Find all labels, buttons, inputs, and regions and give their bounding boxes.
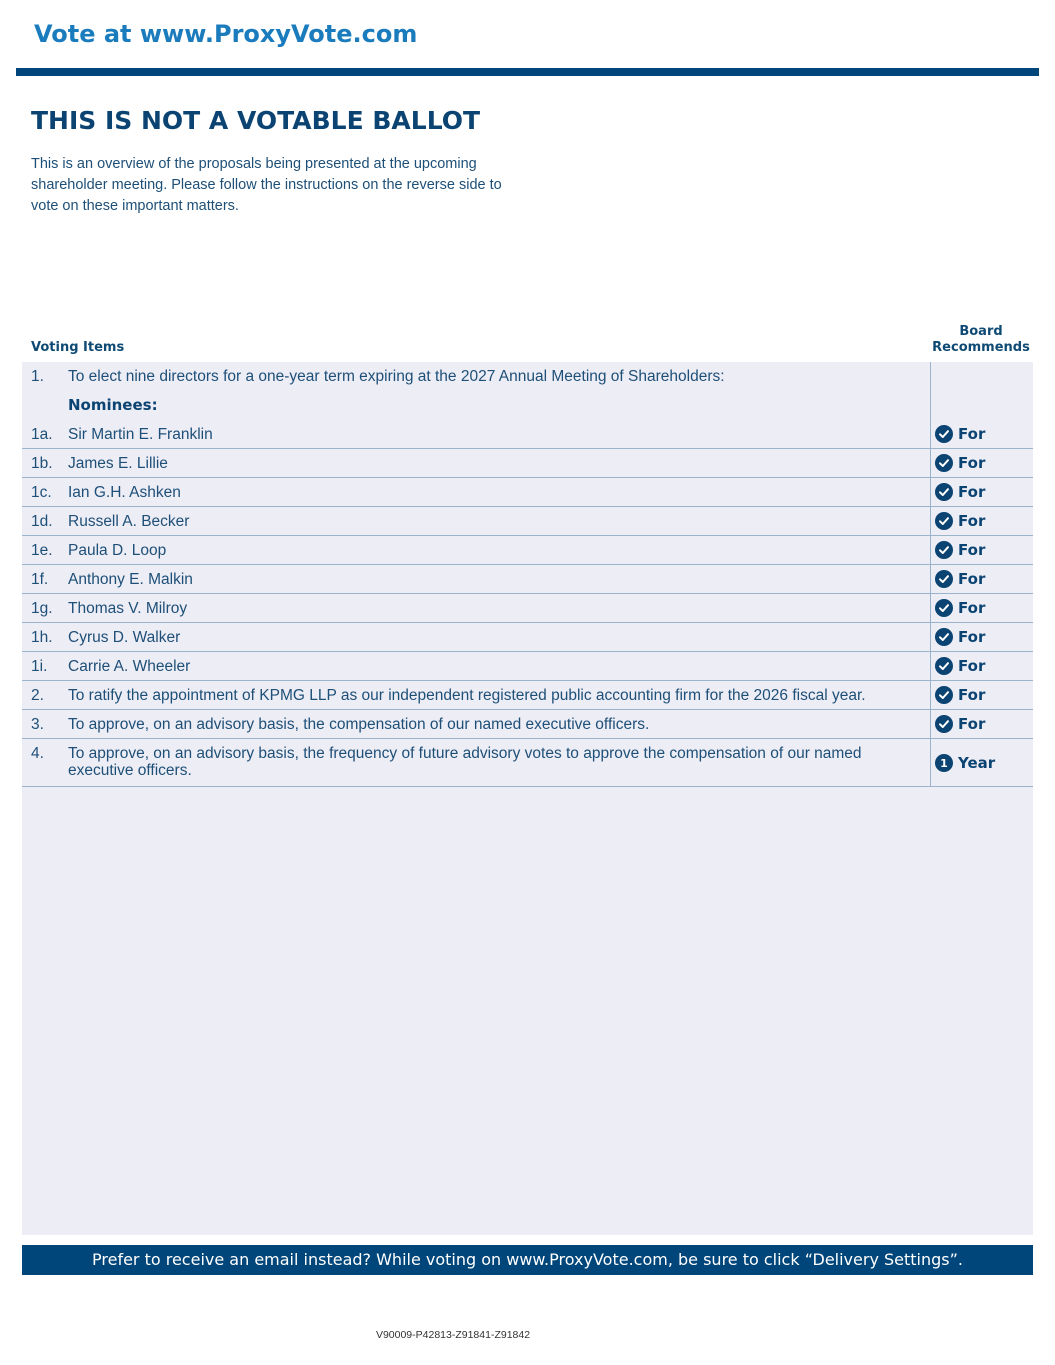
- recommendation: [935, 570, 985, 588]
- item-number: 3.: [31, 716, 44, 733]
- voting-items-table: [22, 362, 1033, 787]
- recommendation: [935, 628, 985, 646]
- item-text: To approve, on an advisory basis, the compensation of our named executive officers.: [68, 716, 650, 733]
- table-row: [22, 478, 1033, 507]
- item-text: To elect nine directors for a one-year term expiring at the 2027 Annual Meeting of Shareholders:: [68, 368, 725, 385]
- header-divider: [16, 68, 1039, 76]
- item-number: 1a.: [31, 426, 53, 443]
- item-text: Sir Martin E. Franklin: [68, 426, 213, 443]
- item-number: 2.: [31, 687, 44, 704]
- check-icon: [935, 454, 953, 472]
- table-row: [22, 449, 1033, 478]
- check-icon: [935, 686, 953, 704]
- item-number: 1g.: [31, 600, 53, 617]
- recommendation-cell: [930, 710, 1033, 738]
- item-text: Ian G.H. Ashken: [68, 484, 181, 501]
- recommendation-label: For: [958, 657, 986, 675]
- check-icon: [935, 512, 953, 530]
- recommendation-label: For: [958, 425, 986, 443]
- check-icon: [935, 570, 953, 588]
- check-icon: [935, 715, 953, 733]
- table-row: [22, 623, 1033, 652]
- item-number: 1c.: [31, 484, 52, 501]
- item-text: James E. Lillie: [68, 455, 168, 472]
- check-icon: [935, 657, 953, 675]
- job-code: V90009-P42813-Z91841-Z91842: [375, 1329, 531, 1341]
- recommendation: [935, 425, 985, 443]
- recommendation: [935, 657, 985, 675]
- recommendation-cell: [930, 420, 1033, 448]
- recommendation: [935, 686, 985, 704]
- recommendation-cell: [930, 362, 1033, 391]
- recommendation: [935, 715, 985, 733]
- item-text: To ratify the appointment of KPMG LLP as our independent registered public accounting firm for the 2026 fiscal year.: [68, 687, 866, 704]
- recommendation-cell: [930, 623, 1033, 651]
- recommendation-label: For: [958, 454, 986, 472]
- email-delivery-banner: Prefer to receive an email instead? While voting on www.ProxyVote.com, be sure to click “Delivery Settings”.: [22, 1245, 1033, 1275]
- table-row: [22, 681, 1033, 710]
- table-row: [22, 594, 1033, 623]
- item-text: To approve, on an advisory basis, the frequency of future advisory votes to approve the compensation of our named executive officers.: [68, 745, 862, 779]
- intro-text: This is an overview of the proposals being presented at the upcoming shareholder meeting. Please follow the instructions on the reverse side to vote on these important matters.: [31, 156, 502, 214]
- recommendation-cell: [930, 565, 1033, 593]
- recommendation-label: For: [958, 715, 986, 733]
- check-icon: [935, 541, 953, 559]
- table-row: [22, 536, 1033, 565]
- table-row: [22, 507, 1033, 536]
- table-row: [22, 710, 1033, 739]
- voting-items-header: Voting Items: [31, 340, 125, 355]
- recommendation-cell: [930, 449, 1033, 477]
- recommendation-label: For: [958, 541, 986, 559]
- recommendation-cell: [930, 681, 1033, 709]
- recommendation-label: For: [958, 628, 986, 646]
- recommendation-cell: [930, 594, 1033, 622]
- recommendation-label: For: [958, 483, 986, 501]
- recommendation: [935, 754, 995, 772]
- table-row: [22, 391, 1033, 420]
- recommendation: [935, 483, 985, 501]
- item-text: Cyrus D. Walker: [68, 629, 181, 646]
- recommendation: [935, 512, 985, 530]
- recommendation-cell: [930, 536, 1033, 564]
- item-text: Anthony E. Malkin: [68, 571, 193, 588]
- item-text: Thomas V. Milroy: [68, 600, 188, 617]
- item-text: Paula D. Loop: [68, 542, 167, 559]
- check-icon: [935, 483, 953, 501]
- check-icon: [935, 628, 953, 646]
- item-number: 1i.: [31, 658, 48, 675]
- table-row: [22, 652, 1033, 681]
- table-row: [22, 739, 1033, 787]
- recommendation-label: For: [958, 512, 986, 530]
- recommendation-label: For: [958, 570, 986, 588]
- page-title: THIS IS NOT A VOTABLE BALLOT: [31, 106, 481, 135]
- recommendation: [935, 541, 985, 559]
- item-number: 1h.: [31, 629, 53, 646]
- header-title: Vote at www.ProxyVote.com: [34, 20, 418, 48]
- table-row: [22, 420, 1033, 449]
- recommendation-cell: [930, 391, 1033, 420]
- recommendation-cell: [930, 507, 1033, 535]
- recommendation-cell: [930, 652, 1033, 680]
- item-text: Carrie A. Wheeler: [68, 658, 191, 675]
- item-text: Russell A. Becker: [68, 513, 190, 530]
- recommendation-cell: [930, 739, 1033, 786]
- table-row: [22, 362, 1033, 391]
- check-icon: [935, 599, 953, 617]
- recommendation: [935, 454, 985, 472]
- item-number: 4.: [31, 745, 44, 762]
- recommendation-label: For: [958, 686, 986, 704]
- item-number: 1.: [31, 368, 44, 385]
- table-row: [22, 565, 1033, 594]
- item-number: 1d.: [31, 513, 53, 530]
- nominees-label: Nominees:: [68, 396, 158, 414]
- recommendation: [935, 599, 985, 617]
- item-number: 1b.: [31, 455, 53, 472]
- item-number: 1e.: [31, 542, 53, 559]
- recommendation-cell: [930, 478, 1033, 506]
- check-icon: [935, 425, 953, 443]
- recommendation-label: For: [958, 599, 986, 617]
- board-recommends-header: Board Recommends: [932, 324, 1030, 355]
- item-number: 1f.: [31, 571, 49, 588]
- recommendation-label: Year: [958, 754, 996, 772]
- number-one-icon: 1: [935, 754, 953, 772]
